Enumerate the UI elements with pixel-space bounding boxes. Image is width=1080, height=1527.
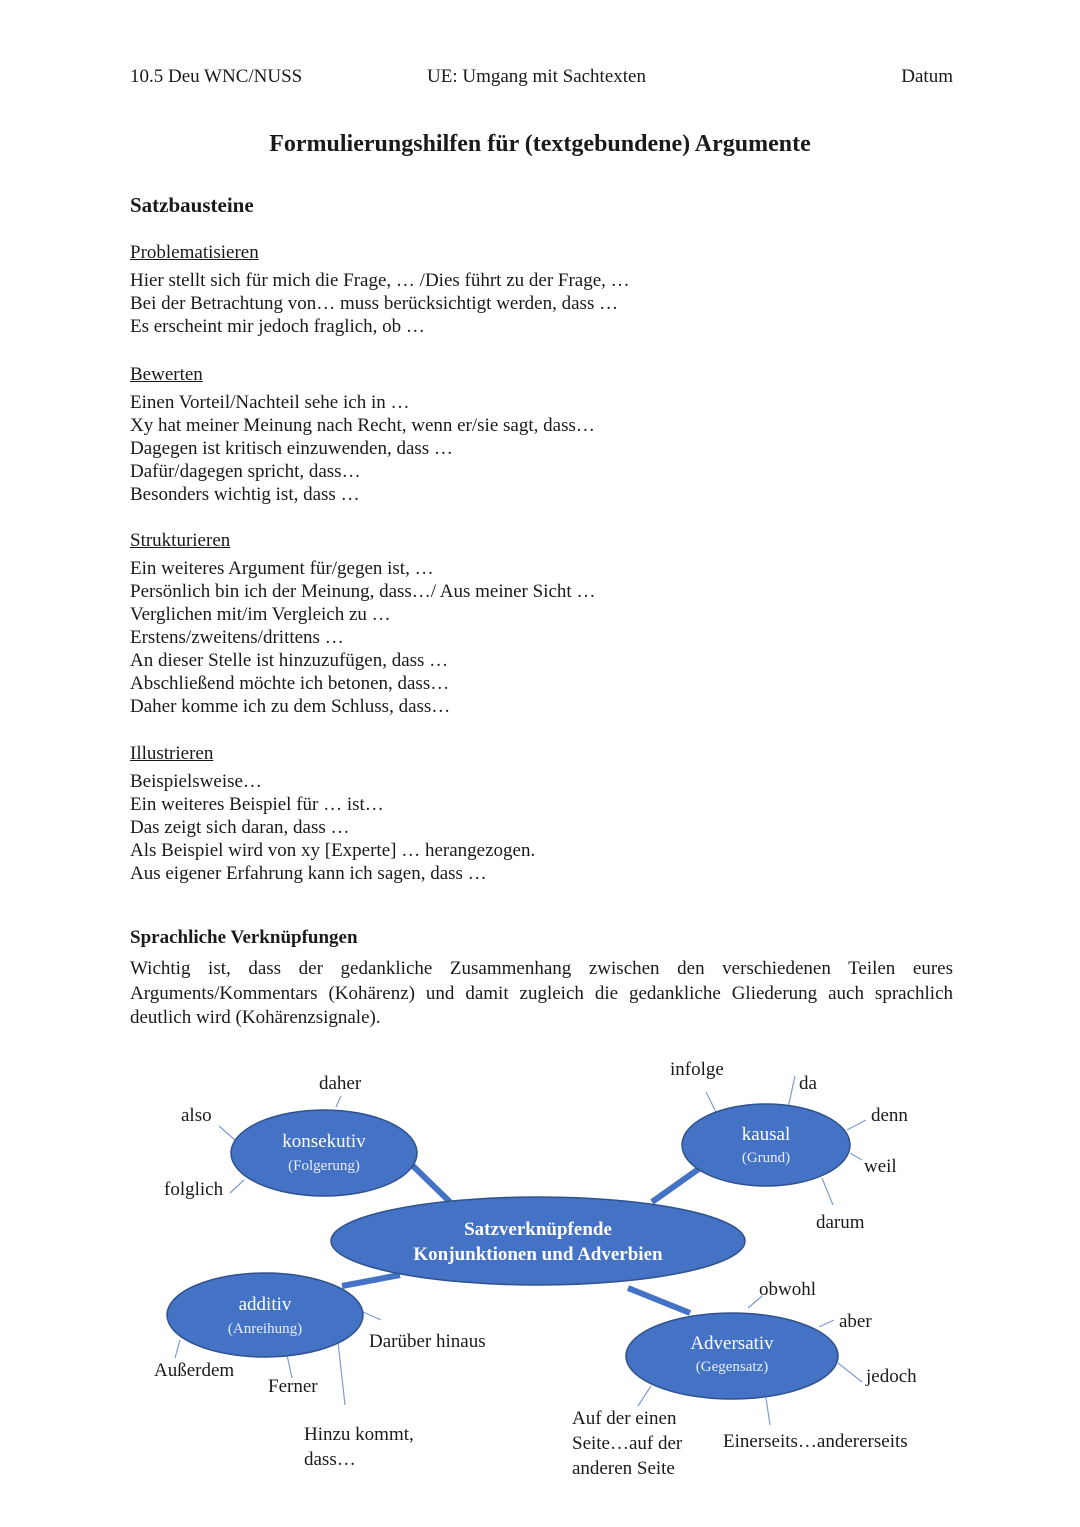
phrase-line: Dafür/dagegen spricht, dass…: [130, 461, 361, 482]
node-additiv-sub: (Anreihung): [227, 1321, 303, 1337]
leader-line: [850, 1153, 862, 1160]
node-adversativ-label: Adversativ: [690, 1333, 774, 1354]
leader-line: [230, 1180, 244, 1193]
verknuepfungen-paragraph: Wichtig ist, dass der gedankliche Zusammenhang zwischen den verschiedenen Teilen eures Arguments/Kommentars (Kohärenz) und damit zugleich die gedankliche Gliederung auch sprachlich deutlich wird (Kohärenzsignale).: [130, 958, 953, 1028]
node-center: [331, 1197, 745, 1285]
node-konsekutiv-sub: (Folgerung): [288, 1158, 360, 1174]
section-heading-satzbausteine: Satzbausteine: [130, 193, 254, 217]
node-kausal-label: kausal: [741, 1124, 791, 1145]
word-daher: daher: [319, 1073, 362, 1094]
word-weil: weil: [864, 1156, 897, 1177]
word-also: also: [181, 1105, 212, 1126]
node-adversativ-sub: (Gegensatz): [695, 1359, 769, 1375]
node-center-shape: [331, 1197, 745, 1285]
node-adversativ-shape: [626, 1313, 838, 1399]
node-kausal-sub: (Grund): [741, 1150, 791, 1166]
leader-line: [822, 1178, 833, 1205]
date-label: Datum: [901, 66, 953, 87]
phrase-line: Daher komme ich zu dem Schluss, dass…: [130, 696, 451, 717]
phrase-line: An dieser Stelle ist hinzuzufügen, dass …: [130, 650, 449, 671]
phrase-line: Abschließend möchte ich betonen, dass…: [130, 673, 450, 694]
node-additiv: [167, 1273, 363, 1357]
phrase-line: Als Beispiel wird von xy [Experte] … herangezogen.: [130, 840, 536, 861]
page-title: Formulierungshilfen für (textgebundene) Argumente: [269, 131, 811, 157]
phrase-line: Ein weiteres Argument für/gegen ist, …: [130, 558, 434, 579]
phrase-line: Erstens/zweitens/drittens …: [130, 627, 344, 648]
node-center-line1: Satzverknüpfende: [464, 1219, 612, 1240]
word-obwohl: obwohl: [759, 1279, 816, 1300]
leader-line: [788, 1076, 795, 1108]
class-info: 10.5 Deu WNC/NUSS: [130, 66, 303, 87]
phrase-line: Ein weiteres Beispiel für … ist…: [130, 794, 384, 815]
word-einerseits-andererseits: Einerseits…andererseits: [723, 1431, 908, 1452]
phrase-line: Xy hat meiner Meinung nach Recht, wenn er/sie sagt, dass…: [130, 415, 595, 436]
leader-line: [361, 1311, 381, 1320]
node-additiv-label: additiv: [238, 1294, 292, 1315]
node-konsekutiv: [231, 1110, 417, 1196]
leader-line: [287, 1355, 292, 1378]
word-dass: dass…: [304, 1449, 356, 1470]
word-darum: darum: [816, 1212, 865, 1233]
word-ausserdem: Außerdem: [154, 1360, 235, 1381]
phrase-line: Beispielsweise…: [130, 771, 262, 792]
phrase-line: Verglichen mit/im Vergleich zu …: [130, 604, 391, 625]
word-auf-der-einen: Auf der einen: [572, 1408, 677, 1429]
leader-line: [219, 1126, 235, 1140]
group-title: Problematisieren: [130, 242, 259, 263]
word-seite-auf-der: Seite…auf der: [572, 1433, 683, 1454]
connector-additiv: [342, 1275, 400, 1286]
phrase-line: Persönlich bin ich der Meinung, dass…/ Aus meiner Sicht …: [130, 581, 596, 602]
connector-konsekutiv: [412, 1165, 450, 1202]
leader-line: [847, 1120, 866, 1130]
group-title: Illustrieren: [130, 743, 214, 764]
node-adversativ: [626, 1313, 838, 1399]
node-kausal: [682, 1104, 850, 1186]
connector-adversativ: [628, 1288, 690, 1313]
node-additiv-shape: [167, 1273, 363, 1357]
word-denn: denn: [871, 1105, 908, 1126]
node-konsekutiv-shape: [231, 1110, 417, 1196]
phrase-line: Einen Vorteil/Nachteil sehe ich in …: [130, 392, 410, 413]
leader-line: [175, 1340, 180, 1358]
connector-kausal: [652, 1168, 700, 1202]
word-folglich: folglich: [164, 1179, 224, 1200]
phrase-line: Das zeigt sich daran, dass …: [130, 817, 350, 838]
node-kausal-shape: [682, 1104, 850, 1186]
phrase-line: Dagegen ist kritisch einzuwenden, dass …: [130, 438, 453, 459]
phrase-line: Besonders wichtig ist, dass …: [130, 484, 360, 505]
phrase-line: Bei der Betrachtung von… muss berücksichtigt werden, dass …: [130, 293, 619, 314]
section-heading-verknuepfungen: Sprachliche Verknüpfungen: [130, 927, 358, 948]
group-title: Strukturieren: [130, 530, 231, 551]
group-title: Bewerten: [130, 364, 203, 385]
word-anderen-seite: anderen Seite: [572, 1458, 675, 1479]
leader-line: [706, 1092, 716, 1112]
word-aber: aber: [839, 1311, 872, 1332]
leader-line: [338, 1342, 345, 1405]
word-hinzu-kommt: Hinzu kommt,: [304, 1424, 414, 1445]
unit-title: UE: Umgang mit Sachtexten: [427, 66, 646, 87]
leader-line: [766, 1398, 770, 1425]
word-da: da: [799, 1073, 817, 1094]
node-konsekutiv-label: konsekutiv: [282, 1131, 366, 1152]
word-jedoch: jedoch: [866, 1366, 917, 1387]
leader-line: [819, 1320, 834, 1327]
phrase-line: Es erscheint mir jedoch fraglich, ob …: [130, 316, 425, 337]
leader-line: [336, 1096, 341, 1107]
word-darueber-hinaus: Darüber hinaus: [369, 1331, 486, 1352]
phrase-line: Aus eigener Erfahrung kann ich sagen, dass …: [130, 863, 487, 884]
word-infolge: infolge: [670, 1059, 724, 1080]
node-center-line2: Konjunktionen und Adverbien: [413, 1244, 663, 1265]
phrase-line: Hier stellt sich für mich die Frage, … /Dies führt zu der Frage, …: [130, 270, 630, 291]
word-ferner: Ferner: [268, 1376, 318, 1397]
leader-line: [838, 1363, 862, 1382]
leader-line: [638, 1386, 651, 1406]
